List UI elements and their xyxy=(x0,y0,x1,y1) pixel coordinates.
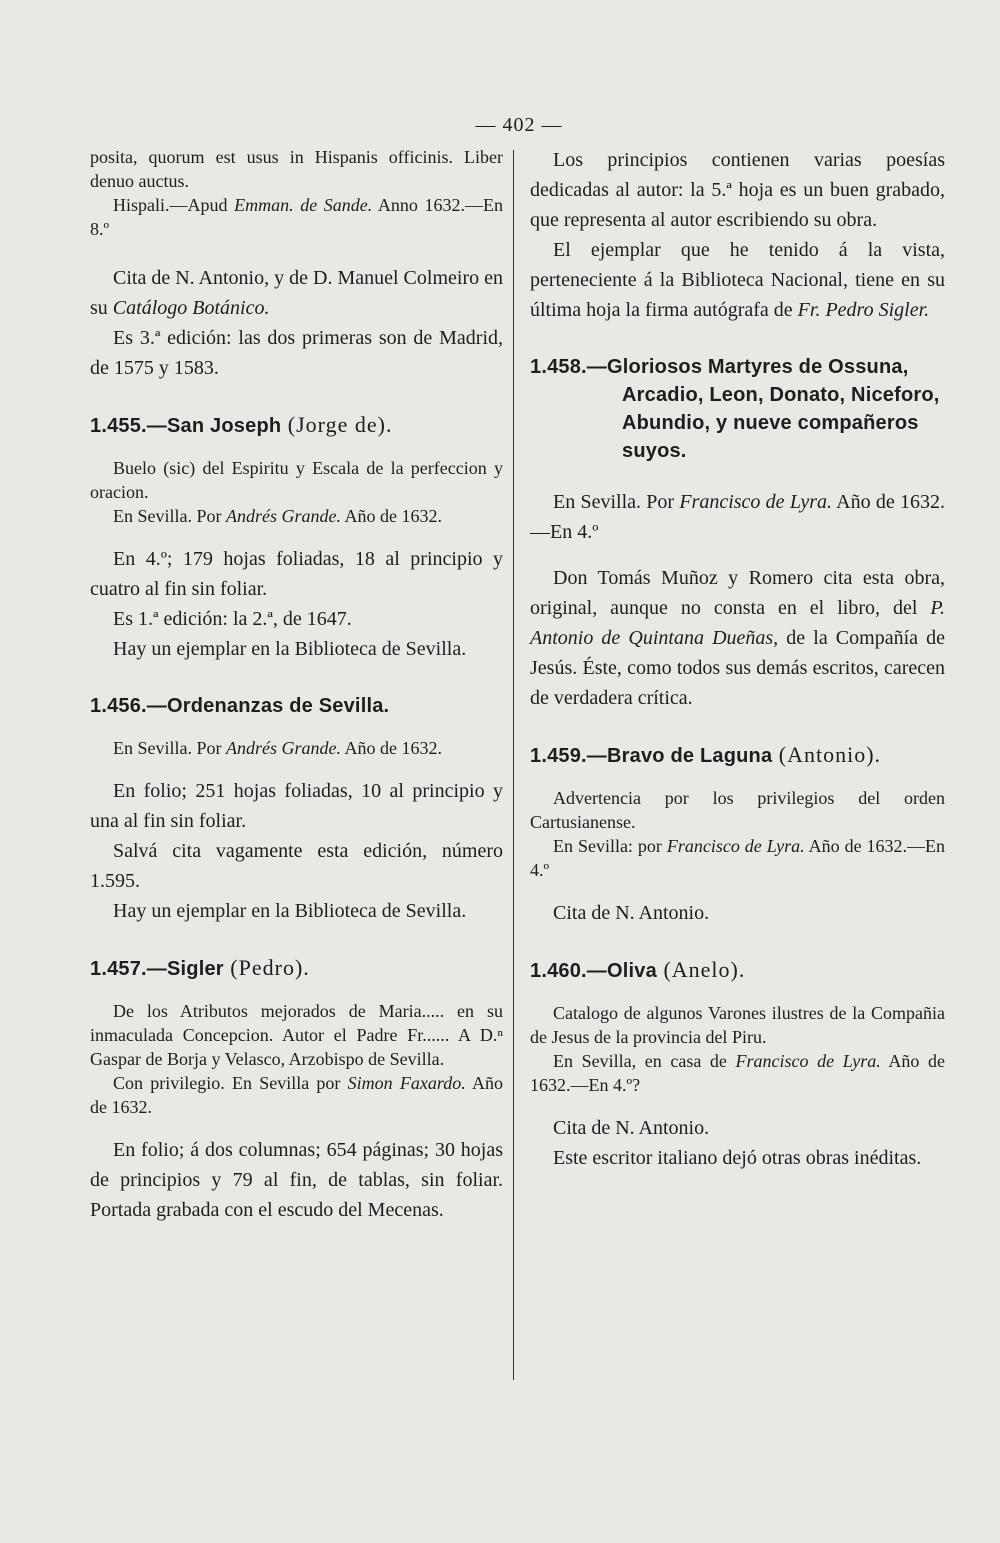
entry-1458-imprint: En Sevilla. Por Francisco de Lyra. Año de 1632.—En 4.º xyxy=(530,491,946,543)
entry-1459-title: Advertencia por los privilegios del orden Cartusianense. xyxy=(530,788,945,832)
entry-1455-title: Buelo (sic) del Espiritu y Escala de la perfeccion y oracion. xyxy=(90,458,503,502)
entry-1457-description: En folio; á dos columnas; 654 páginas; 30 hojas de principios y 79 al fin, de tablas, sin foliar. Portada grabada con el escudo del Mecenas. xyxy=(90,1139,503,1221)
entry-1456-description: En folio; 251 hojas foliadas, 10 al principio y una al fin sin foliar. xyxy=(90,780,503,832)
entry-1460-heading: 1.460.—Oliva (Anelo). xyxy=(530,957,746,982)
entry-1459-heading: 1.459.—Bravo de Laguna (Antonio). xyxy=(530,742,882,767)
entry-1455-description: En 4.º; 179 hojas foliadas, 18 al principio y cuatro al fin sin foliar. xyxy=(90,548,503,600)
entry-1457-imprint: Con privilegio. En Sevilla por Simon Faxardo. Año de 1632. xyxy=(90,1073,503,1117)
entry-1456-location: Hay un ejemplar en la Biblioteca de Sevilla. xyxy=(113,900,467,922)
left-column xyxy=(90,145,503,1225)
entry-1457-title: De los Atributos mejorados de Maria..... en su inmaculada Concepcion. Autor el Padre Fr...... A D.ⁿ Gaspar de Borja y Velasco, Arzobispo de Sevilla. xyxy=(90,1001,503,1069)
right-column xyxy=(530,145,945,1173)
intro-paragraph-1: posita, quorum est usus in Hispanis officinis. Liber denuo auctus. xyxy=(90,147,503,191)
entry-1460-imprint: En Sevilla, en casa de Francisco de Lyra. Año de 1632.—En 4.º? xyxy=(530,1051,945,1095)
entry-1458-heading: 1.458.—Gloriosos Martyres de Ossuna, Arcadio, Leon, Donato, Niceforo, Abundio, y nueve compañeros suyos. xyxy=(530,356,940,462)
entry-1460-citation: Cita de N. Antonio. xyxy=(553,1117,710,1139)
entry-1460-title: Catalogo de algunos Varones ilustres de la Compañia de Jesus de la provincia del Piru. xyxy=(530,1003,945,1047)
intro-paragraph-3: Cita de N. Antonio, y de D. Manuel Colmeiro en su Catálogo Botánico. xyxy=(90,267,503,319)
entry-1455-heading: 1.455.—San Joseph (Jorge de). xyxy=(90,412,393,437)
entry-1456-heading: 1.456.—Ordenanzas de Sevilla. xyxy=(90,695,390,717)
entry-1455-edition: Es 1.ª edición: la 2.ª, de 1647. xyxy=(113,608,352,630)
continued-paragraph-2: El ejemplar que he tenido á la vista, perteneciente á la Biblioteca Nacional, tiene en su última hoja la firma autógrafa de Fr. Pedro Sigler. xyxy=(530,239,945,321)
column-divider xyxy=(513,150,514,1380)
entry-1460-note: Este escritor italiano dejó otras obras inéditas. xyxy=(553,1147,922,1169)
entry-1455-location: Hay un ejemplar en la Biblioteca de Sevilla. xyxy=(113,638,467,660)
entry-1456-note: Salvá cita vagamente esta edición, número 1.595. xyxy=(90,840,503,892)
entry-1455-imprint: En Sevilla. Por Andrés Grande. Año de 1632. xyxy=(113,506,442,526)
entry-1459-imprint: En Sevilla: por Francisco de Lyra. Año de 1632.—En 4.º xyxy=(530,836,945,880)
entry-1459-citation: Cita de N. Antonio. xyxy=(553,902,710,924)
continued-paragraph-1: Los principios contienen varias poesías dedicadas al autor: la 5.ª hoja es un buen grabado, que representa al autor escribiendo su obra. xyxy=(530,149,945,231)
entry-1456-imprint: En Sevilla. Por Andrés Grande. Año de 1632. xyxy=(113,738,442,758)
page-number: — 402 — xyxy=(475,114,563,136)
entry-1457-heading: 1.457.—Sigler (Pedro). xyxy=(90,955,310,980)
intro-paragraph-4: Es 3.ª edición: las dos primeras son de Madrid, de 1575 y 1583. xyxy=(90,327,503,379)
entry-1458-note: Don Tomás Muñoz y Romero cita esta obra, original, aunque no consta en el libro, del P. Antonio de Quintana Dueñas, de la Compañía de Jesús. Éste, como todos sus demás escritos, carecen de verdadera crítica. xyxy=(530,567,945,709)
intro-paragraph-2: Hispali.—Apud Emman. de Sande. Anno 1632.—En 8.º xyxy=(90,195,503,239)
